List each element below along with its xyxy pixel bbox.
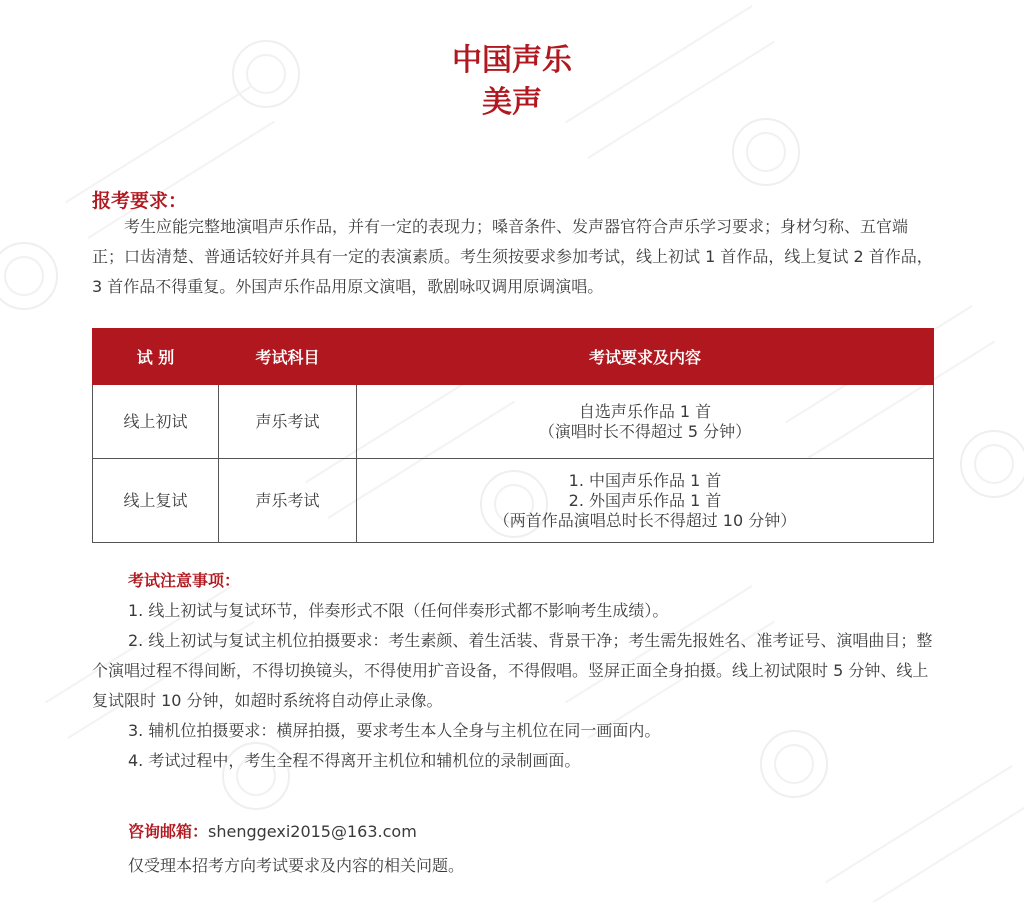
contact-email-link[interactable]: shenggexi2015@163.com (208, 822, 417, 841)
contact-label: 咨询邮箱： (128, 822, 209, 841)
table-row (93, 385, 934, 459)
watermark-seal-icon (0, 242, 58, 310)
content-line: （演唱时长不得超过 5 分钟） (538, 421, 752, 441)
note-item: 1. 线上初试与复试环节，伴奏形式不限（任何伴奏形式都不影响考生成绩）。 (128, 601, 669, 620)
exam-table (92, 328, 934, 543)
title-line-1: 中国声乐 (452, 43, 572, 78)
requirements-paragraph (92, 212, 937, 302)
notes-heading: 考试注意事项： (128, 571, 241, 590)
content-line: 自选声乐作品 1 首 (578, 401, 712, 421)
content-line: 2. 外国声乐作品 1 首 (568, 490, 722, 510)
requirements-text: 考生应能完整地演唱声乐作品，并有一定的表现力；嗓音条件、发声器官符合声乐学习要求；身材匀称、五官端正；口齿清楚、普通话较好并具有一定的表演素质。考生须按要求参加考试，线上初试 1 首作品，线上复试 2 首作品，3 首作品不得重复。外国声乐作品用原文演唱，歌剧咏叹调用原调演唱。 (92, 217, 933, 296)
note-item: 3. 辅机位拍摄要求：横屏拍摄，要求考生本人全身与主机位在同一画面内。 (128, 721, 661, 740)
page-title (0, 40, 1024, 124)
table-row (93, 459, 934, 543)
requirements-heading: 报考要求： (92, 190, 188, 212)
header-subject: 考试科目 (219, 329, 357, 385)
cell-content (357, 385, 934, 459)
cell-subject: 声乐考试 (219, 385, 357, 459)
header-content: 考试要求及内容 (357, 329, 934, 385)
note-item: 4. 考试过程中，考生全程不得离开主机位和辅机位的录制画面。 (128, 751, 581, 770)
exam-table-header-row (93, 329, 934, 385)
content-line: （两首作品演唱总时长不得超过 10 分钟） (493, 510, 797, 530)
contact-note: 仅受理本招考方向考试要求及内容的相关问题。 (128, 856, 465, 875)
content-line: 1. 中国声乐作品 1 首 (568, 470, 722, 490)
cell-subject: 声乐考试 (219, 459, 357, 543)
title-line-2: 美声 (482, 85, 542, 120)
note-item: 2. 线上初试与复试主机位拍摄要求：考生素颜、着生活装、背景干净；考生需先报姓名、准考证号、演唱曲目；整个演唱过程不得间断，不得切换镜头，不得使用扩音设备，不得假唱。竖屏正面全身拍摄。线上初试限时 5 分钟、线上复试限时 10 分钟，如超时系统将自动停止录像。 (92, 631, 933, 710)
watermark-band (825, 765, 1024, 902)
watermark-seal-icon (732, 118, 800, 186)
header-stage: 试 别 (93, 329, 219, 385)
cell-stage: 线上复试 (93, 459, 219, 543)
cell-content (357, 459, 934, 543)
contact-line (128, 820, 417, 844)
cell-stage: 线上初试 (93, 385, 219, 459)
notes-list (92, 596, 942, 776)
watermark-seal-icon (960, 430, 1024, 498)
